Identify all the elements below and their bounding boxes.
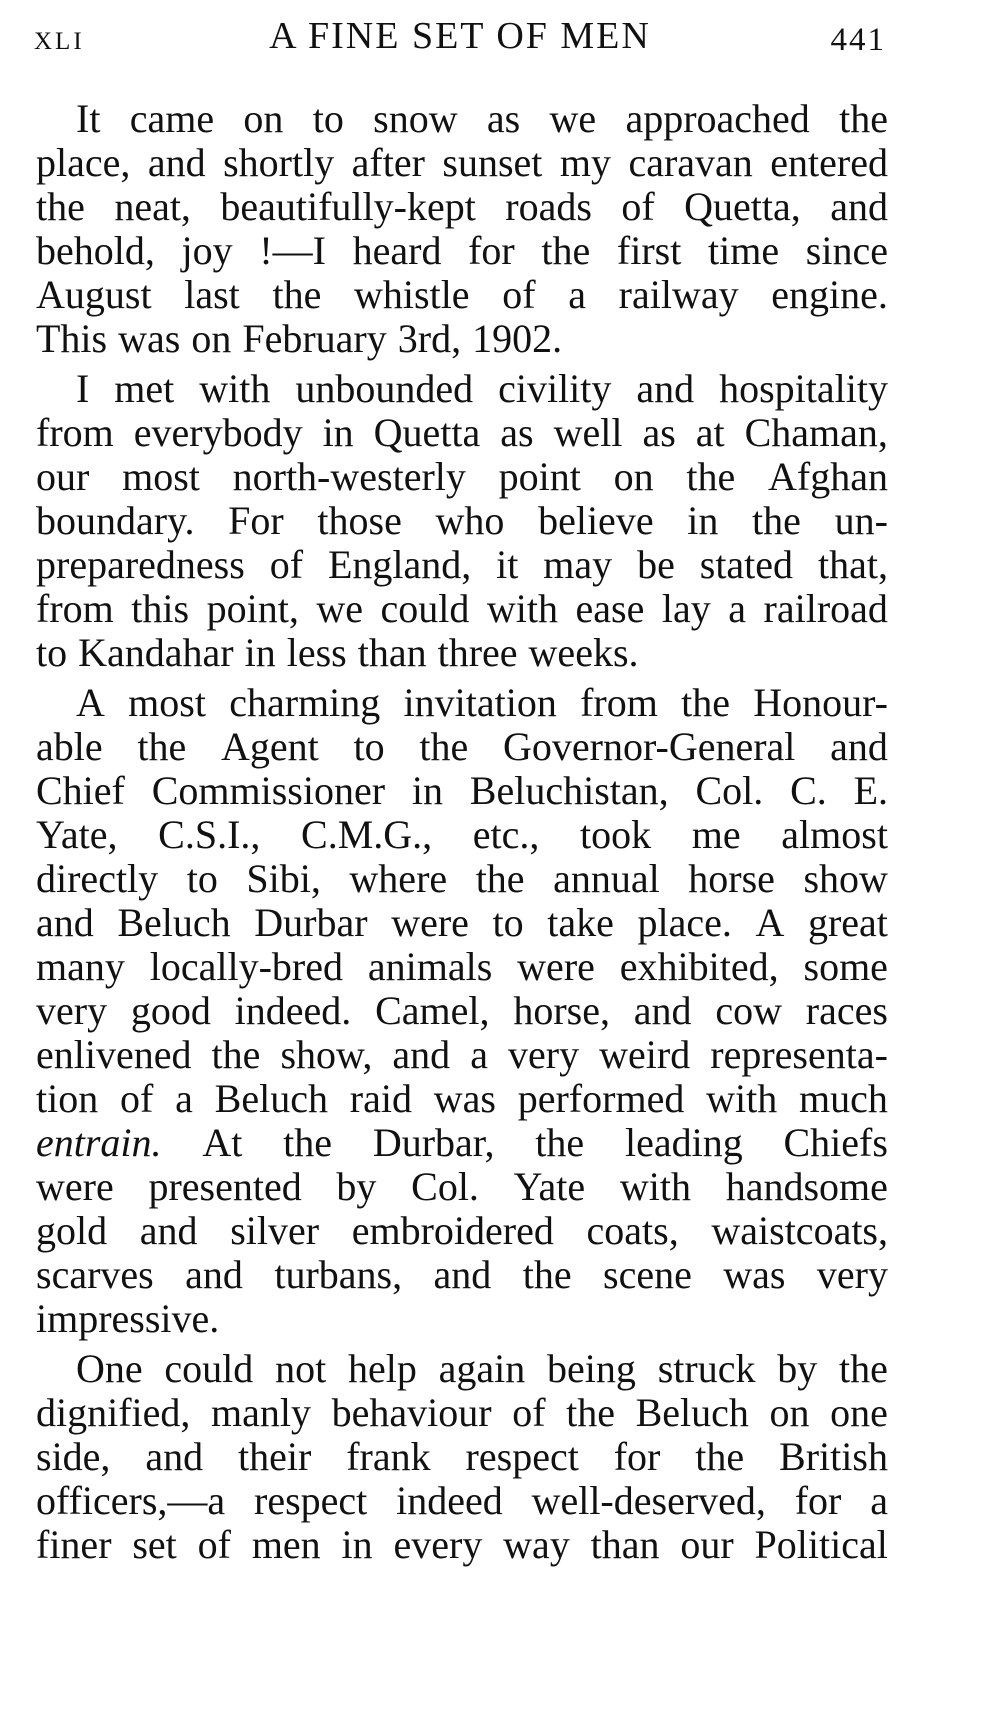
- word: the: [283, 1120, 333, 1165]
- word: civility: [498, 366, 612, 411]
- word: their: [238, 1434, 312, 1479]
- word: embroidered: [351, 1208, 554, 1253]
- word: good: [130, 988, 211, 1033]
- word: Quetta: [373, 410, 481, 455]
- text-line: [36, 945, 888, 989]
- word: as: [642, 410, 676, 455]
- word: this: [131, 586, 190, 631]
- text-line: [36, 1077, 888, 1121]
- word: England,: [327, 542, 472, 587]
- word: finer: [36, 1522, 112, 1567]
- word: time: [708, 228, 780, 273]
- word: than: [590, 1522, 660, 1567]
- text-line: [36, 1523, 888, 1567]
- word: it: [496, 542, 519, 587]
- text-line: [36, 587, 888, 631]
- word: most: [128, 680, 206, 725]
- word: whistle: [354, 272, 470, 317]
- word: horse,: [513, 988, 610, 1033]
- word: of: [269, 542, 304, 587]
- word: caravan: [628, 140, 753, 185]
- word: 1902.: [472, 316, 563, 361]
- word: the: [211, 1032, 261, 1077]
- word: to: [36, 630, 68, 675]
- word: boundary.: [36, 498, 195, 543]
- word: horse: [688, 856, 775, 901]
- word: indeed.: [234, 988, 352, 1033]
- word: !—I: [259, 228, 326, 273]
- word: some: [803, 944, 888, 989]
- word: by: [336, 1164, 377, 1209]
- word: a: [568, 272, 586, 317]
- word: point,: [206, 586, 299, 631]
- word: behold,: [36, 228, 155, 273]
- text-line: [36, 769, 888, 813]
- word: ease: [575, 586, 645, 631]
- word: animals: [367, 944, 493, 989]
- word: Commissioner: [151, 768, 386, 813]
- word: my: [559, 140, 611, 185]
- word: lay: [661, 586, 711, 631]
- word: we: [316, 586, 363, 631]
- word: locally-bred: [149, 944, 343, 989]
- word: entrain.: [36, 1120, 162, 1165]
- word: the: [272, 272, 322, 317]
- word: representa-: [710, 1032, 888, 1077]
- word: It: [76, 96, 101, 141]
- word: and: [147, 140, 206, 185]
- word: and: [139, 1208, 198, 1253]
- word: Durbar: [254, 900, 368, 945]
- word: to: [492, 900, 524, 945]
- word: way: [503, 1522, 570, 1567]
- word: approached: [625, 96, 810, 141]
- word: Yate,: [36, 812, 118, 857]
- word: for: [794, 1478, 842, 1523]
- word: with: [619, 1164, 692, 1209]
- text-line: [36, 1209, 888, 1253]
- text-line: [36, 141, 888, 185]
- word: raid: [349, 1076, 412, 1121]
- word: Col.: [411, 1164, 479, 1209]
- text-line: [36, 725, 888, 769]
- word: and: [830, 184, 888, 229]
- text-line: [36, 97, 888, 141]
- word: first: [616, 228, 682, 273]
- word: every: [393, 1522, 483, 1567]
- word: and: [433, 1252, 492, 1297]
- word: etc.,: [472, 812, 540, 857]
- word: Political: [754, 1522, 888, 1567]
- word: a: [470, 1032, 488, 1077]
- word: railroad: [763, 586, 888, 631]
- word: not: [275, 1346, 327, 1391]
- word: E.: [853, 768, 888, 813]
- word: leading: [624, 1120, 743, 1165]
- word: weird: [599, 1032, 691, 1077]
- word: C.: [790, 768, 827, 813]
- word: Chiefs: [783, 1120, 888, 1165]
- word: the: [686, 454, 736, 499]
- word: me: [691, 812, 741, 857]
- word: than: [357, 630, 427, 675]
- word: C.S.I.,: [158, 812, 261, 857]
- word: enlivened: [36, 1032, 192, 1077]
- word: our: [680, 1522, 734, 1567]
- word: set: [132, 1522, 177, 1567]
- word: entered: [770, 140, 888, 185]
- text-line: [36, 901, 888, 945]
- word: may: [543, 542, 613, 587]
- word: performed: [517, 1076, 685, 1121]
- word: weeks.: [528, 630, 639, 675]
- word: being: [547, 1346, 636, 1391]
- word: August: [36, 272, 152, 317]
- word: Yate: [513, 1164, 586, 1209]
- word: frank: [346, 1434, 431, 1479]
- word: respect: [254, 1478, 368, 1523]
- word: officers,—a: [36, 1478, 226, 1523]
- word: silver: [230, 1208, 320, 1253]
- word: a: [728, 586, 747, 631]
- word: One: [76, 1346, 143, 1391]
- word: many: [36, 944, 125, 989]
- word: again: [438, 1346, 526, 1391]
- word: most: [122, 454, 200, 499]
- word: cow: [715, 988, 782, 1033]
- chapter-number: XLI: [34, 28, 85, 55]
- word: coats,: [586, 1208, 679, 1253]
- word: one: [830, 1390, 888, 1435]
- text-line: [36, 1347, 888, 1391]
- word: the: [419, 724, 469, 769]
- word: directly: [36, 856, 159, 901]
- word: of: [197, 1522, 231, 1567]
- word: roads: [505, 184, 592, 229]
- word: the: [137, 724, 187, 769]
- word: as: [486, 96, 521, 141]
- word: in: [411, 768, 443, 813]
- text-line: [36, 1391, 888, 1435]
- word: men: [251, 1522, 321, 1567]
- word: Kandahar: [78, 630, 234, 675]
- word: of: [621, 184, 655, 229]
- word: in: [322, 410, 354, 455]
- word: C.M.G.,: [301, 812, 433, 857]
- word: Agent: [221, 724, 319, 769]
- word: waistcoats,: [711, 1208, 888, 1253]
- word: of: [512, 1390, 546, 1435]
- word: manly: [211, 1390, 312, 1435]
- word: gold: [36, 1208, 108, 1253]
- word: A: [76, 680, 105, 725]
- word: well: [553, 410, 623, 455]
- paragraph: [36, 681, 888, 1341]
- word: from: [36, 410, 114, 455]
- word: with: [486, 586, 559, 631]
- word: scarves: [36, 1252, 154, 1297]
- word: indeed: [396, 1478, 503, 1523]
- word: in: [341, 1522, 373, 1567]
- text-line: [36, 1033, 888, 1077]
- text-line: [36, 989, 888, 1033]
- word: the: [36, 184, 85, 229]
- word: British: [779, 1434, 888, 1479]
- word: met: [114, 366, 175, 411]
- word: on: [191, 316, 232, 361]
- word: the: [752, 498, 801, 543]
- word: the: [839, 96, 888, 141]
- word: Governor-General: [503, 724, 796, 769]
- word: those: [317, 498, 402, 543]
- word: to: [353, 724, 385, 769]
- text-line: [36, 1121, 888, 1165]
- word: and: [830, 724, 888, 769]
- word: as: [500, 410, 534, 455]
- text-line: [36, 631, 888, 675]
- text-line: [36, 1435, 888, 1479]
- word: that,: [817, 542, 888, 587]
- word: last: [184, 272, 240, 317]
- text-line: [36, 681, 888, 725]
- paragraph: [36, 367, 888, 675]
- text-line: [36, 273, 888, 317]
- word: preparedness: [36, 542, 245, 587]
- word: to: [186, 856, 218, 901]
- word: tion: [36, 1076, 99, 1121]
- word: point: [498, 454, 581, 499]
- word: place.: [637, 900, 732, 945]
- word: the: [839, 1346, 888, 1391]
- word: Camel,: [375, 988, 490, 1033]
- word: was: [118, 316, 181, 361]
- word: and: [633, 988, 692, 1033]
- word: was: [433, 1076, 496, 1121]
- word: races: [805, 988, 888, 1033]
- word: were: [391, 900, 469, 945]
- word: charming: [229, 680, 381, 725]
- word: un-: [834, 498, 888, 543]
- running-head: [34, 14, 886, 64]
- word: three: [437, 630, 518, 675]
- word: Col.: [695, 768, 764, 813]
- word: respect: [465, 1434, 579, 1479]
- word: very: [36, 988, 108, 1033]
- word: a: [175, 1076, 193, 1121]
- word: were: [36, 1164, 114, 1209]
- word: in: [244, 630, 276, 675]
- word: sunset: [442, 140, 543, 185]
- word: a: [870, 1478, 888, 1523]
- word: presented: [148, 1164, 302, 1209]
- word: we: [549, 96, 597, 141]
- word: the: [695, 1434, 745, 1479]
- word: by: [777, 1346, 818, 1391]
- word: February: [242, 316, 387, 361]
- word: A: [755, 900, 785, 945]
- word: took: [580, 812, 652, 857]
- word: Durbar,: [372, 1120, 495, 1165]
- word: the: [535, 1120, 585, 1165]
- text-line: [36, 813, 888, 857]
- text-line: [36, 411, 888, 455]
- word: shortly: [223, 140, 335, 185]
- word: annual: [553, 856, 660, 901]
- word: unbounded: [295, 366, 474, 411]
- word: everybody: [133, 410, 303, 455]
- word: less: [286, 630, 347, 675]
- word: could: [164, 1346, 254, 1391]
- word: side,: [36, 1434, 111, 1479]
- word: show,: [280, 1032, 373, 1077]
- running-title: A FINE SET OF MEN: [269, 15, 651, 57]
- word: beautifully-kept: [220, 184, 476, 229]
- word: heard: [352, 228, 442, 273]
- text-line: [36, 1253, 888, 1297]
- word: from: [580, 680, 658, 725]
- word: the: [681, 680, 730, 725]
- word: stated: [699, 542, 794, 587]
- word: This: [36, 316, 108, 361]
- text-line: [36, 1165, 888, 1209]
- paragraph: [36, 1347, 888, 1567]
- word: able: [36, 724, 103, 769]
- word: Afghan: [768, 454, 888, 499]
- word: Chaman,: [744, 410, 888, 455]
- text-line: [36, 185, 888, 229]
- word: Quetta,: [684, 184, 801, 229]
- text-line: [36, 1479, 888, 1523]
- page-number: 441: [830, 22, 886, 58]
- paragraph: [36, 97, 888, 361]
- word: invitation: [403, 680, 557, 725]
- word: help: [347, 1346, 417, 1391]
- word: of: [120, 1076, 154, 1121]
- word: Beluchistan,: [469, 768, 669, 813]
- word: from: [36, 586, 114, 631]
- word: I: [76, 366, 90, 411]
- word: well-deserved,: [531, 1478, 766, 1523]
- word: where: [349, 856, 448, 901]
- word: was: [723, 1252, 786, 1297]
- word: snow: [373, 96, 458, 141]
- word: almost: [781, 812, 888, 857]
- text-line: [36, 857, 888, 901]
- word: came: [129, 96, 215, 141]
- word: the: [475, 856, 525, 901]
- word: with: [706, 1076, 778, 1121]
- word: joy: [181, 228, 233, 273]
- word: impressive.: [36, 1296, 220, 1341]
- text-line: [36, 499, 888, 543]
- word: Beluch: [635, 1390, 749, 1435]
- word: struck: [657, 1346, 756, 1391]
- text-line: [36, 543, 888, 587]
- text-line: [36, 367, 888, 411]
- word: on: [243, 96, 284, 141]
- text-line: [36, 455, 888, 499]
- word: Honour-: [753, 680, 888, 725]
- word: great: [807, 900, 888, 945]
- word: on: [769, 1390, 810, 1435]
- word: very: [508, 1032, 580, 1077]
- word: were: [517, 944, 595, 989]
- word: Sibi,: [246, 856, 321, 901]
- word: 3rd,: [397, 316, 462, 361]
- word: behaviour: [331, 1390, 492, 1435]
- word: for: [613, 1434, 661, 1479]
- word: handsome: [725, 1164, 888, 1209]
- word: of: [502, 272, 536, 317]
- word: much: [799, 1076, 888, 1121]
- text-line: [36, 317, 888, 361]
- word: dignified,: [36, 1390, 191, 1435]
- word: in: [687, 498, 719, 543]
- word: to: [312, 96, 344, 141]
- word: could: [380, 586, 470, 631]
- word: after: [351, 140, 425, 185]
- word: At: [202, 1120, 243, 1165]
- word: Chief: [36, 768, 125, 813]
- word: at: [695, 410, 725, 455]
- word: our: [36, 454, 90, 499]
- word: scene: [603, 1252, 692, 1297]
- word: engine.: [771, 272, 888, 317]
- word: For: [228, 498, 284, 543]
- word: believe: [538, 498, 654, 543]
- word: Beluch: [214, 1076, 328, 1121]
- word: on: [613, 454, 654, 499]
- word: and: [145, 1434, 204, 1479]
- word: neat,: [114, 184, 191, 229]
- word: since: [805, 228, 888, 273]
- word: turbans,: [274, 1252, 403, 1297]
- word: railway: [618, 272, 739, 317]
- word: hospitality: [719, 366, 888, 411]
- text-line: [36, 229, 888, 273]
- word: north-westerly: [232, 454, 466, 499]
- word: and: [392, 1032, 451, 1077]
- word: place,: [36, 140, 131, 185]
- word: very: [816, 1252, 888, 1297]
- word: and: [36, 900, 94, 945]
- body-text: [36, 97, 888, 1573]
- word: the: [566, 1390, 615, 1435]
- word: with: [199, 366, 271, 411]
- word: take: [547, 900, 614, 945]
- word: and: [185, 1252, 243, 1297]
- word: show: [803, 856, 888, 901]
- word: who: [435, 498, 505, 543]
- word: be: [637, 542, 675, 587]
- word: and: [636, 366, 695, 411]
- word: Beluch: [117, 900, 231, 945]
- text-line: [36, 1297, 888, 1341]
- word: exhibited,: [619, 944, 779, 989]
- word: for: [468, 228, 515, 273]
- word: the: [541, 228, 591, 273]
- word: the: [522, 1252, 572, 1297]
